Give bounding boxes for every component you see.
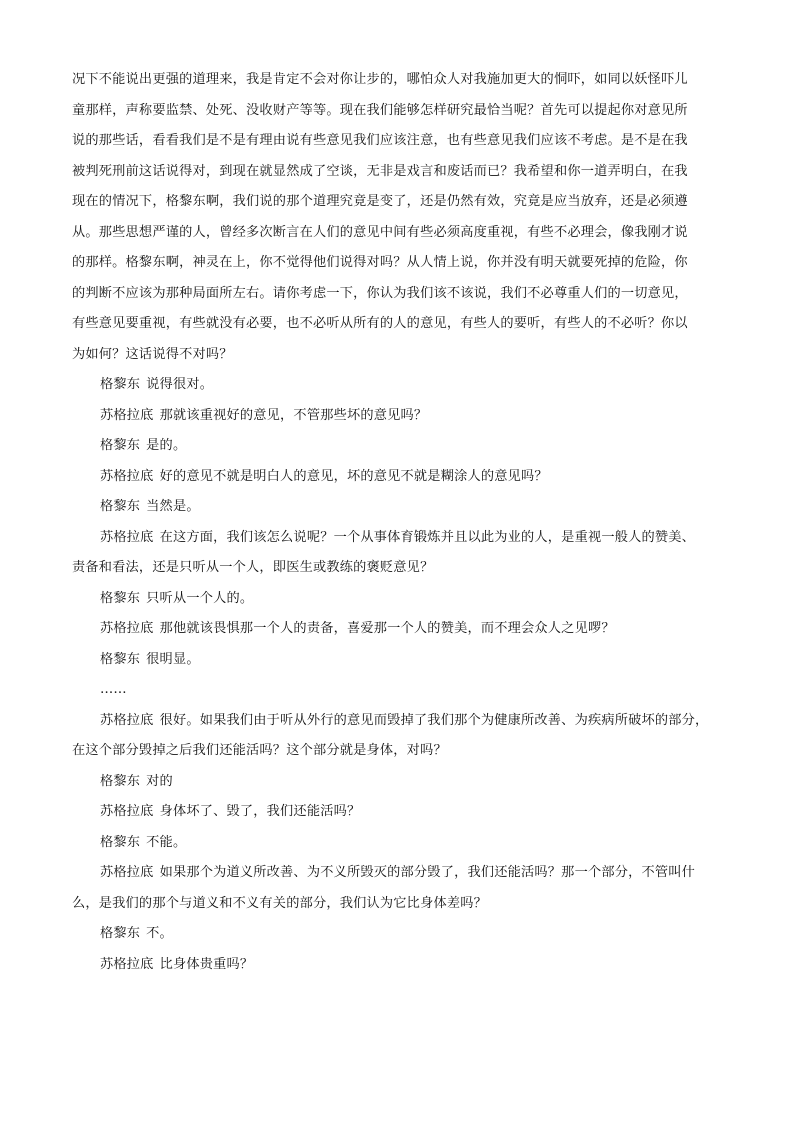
opening-paragraph [72, 65, 728, 370]
dialogue-turn [72, 828, 728, 859]
speaker-name: 苏格拉底 [100, 407, 154, 423]
utterance: 对的 [146, 773, 173, 789]
speaker-name: 格黎东 [100, 438, 141, 453]
speaker-name: 格黎东 [100, 926, 141, 941]
dialogue-turn [72, 492, 728, 523]
speaker-name: 苏格拉底 [100, 712, 154, 728]
speaker-name: 苏格拉底 [100, 956, 154, 972]
text-line: 童那样，声称要监禁、处死、没收财产等等。现在我们能够怎样研究最恰当呢？首先可以提起你对意见所 [72, 102, 688, 118]
text-line: 的判断不应该为那种局面所左右。请你考虑一下，你认为我们该不该说，我们不必尊重人们的一切意见， [72, 285, 688, 301]
dialogue-turn [72, 797, 728, 828]
utterance: 不能。 [146, 834, 187, 850]
text-line: 被判死刑前这话说得对，到现在就显然成了空谈，无非是戏言和废话而已？我希望和你一道弄明白，在我 [72, 163, 688, 179]
utterance: 在这方面，我们该怎么说呢？一个从事体育锻炼并且以此为业的人，是重视一般人的赞美、 [159, 529, 696, 545]
utterance: 是的。 [146, 438, 187, 453]
speaker-name: 苏格拉底 [100, 529, 154, 545]
speaker-name: 格黎东 [100, 651, 141, 667]
dialogue-turn [72, 431, 728, 462]
utterance: 只听从一个人的。 [146, 590, 254, 606]
utterance-continuation: 责备和看法，还是只听从一个人，即医生或教练的褒贬意见？ [72, 560, 434, 575]
dialogue-turn [72, 614, 728, 645]
utterance: 那就该重视好的意见，不管那些坏的意见吗？ [159, 407, 428, 423]
dialogue-turn [72, 919, 728, 950]
speaker-name: 格黎东 [100, 590, 141, 606]
text-line: 况下不能说出更强的道理来，我是肯定不会对你让步的，哪怕众人对我施加更大的恫吓，如同以妖怪吓儿 [72, 72, 688, 87]
dialogue-section [72, 370, 728, 980]
utterance: 很好。如果我们由于听从外行的意见而毁掉了我们那个为健康所改善、为疾病所破坏的部分， [159, 712, 709, 728]
text-line: 为如何？这话说得不对吗？ [72, 346, 233, 362]
utterance: 比身体贵重吗？ [159, 956, 254, 972]
dialogue-turn [72, 645, 728, 676]
utterance-continuation: 在这个部分毁掉之后我们还能活吗？这个部分就是身体，对吗？ [72, 743, 447, 758]
text-line: 的那样。格黎东啊，神灵在上，你不觉得他们说得对吗？从人情上说，你并没有明天就要死掉的危险，你 [72, 255, 688, 270]
dialogue-turn [72, 462, 728, 493]
utterance: 不。 [146, 926, 173, 941]
utterance: 身体坏了、毁了，我们还能活吗？ [159, 804, 361, 819]
dialogue-turn [72, 706, 728, 737]
utterance: 那他就该畏惧那一个人的责备，喜爱那一个人的赞美，而不理会众人之见啰？ [159, 621, 615, 636]
utterance-continuation: 么，是我们的那个与道义和不义有关的部分，我们认为它比身体差吗？ [72, 895, 488, 911]
speaker-name: 格黎东 [100, 377, 141, 392]
text-line: 从。那些思想严谨的人，曾经多次断言在人们的意见中间有些必须高度重视，有些不必理会，像我刚才说 [72, 224, 688, 240]
speaker-name: 苏格拉底 [100, 468, 154, 484]
dialogue-turn [72, 584, 728, 615]
text-line: 现在的情况下，格黎东啊，我们说的那个道理究竟是变了，还是仍然有效，究竟是应当放弃，还是必须遵 [72, 194, 688, 209]
utterance: 当然是。 [146, 499, 200, 514]
text-line: 有些意见要重视，有些就没有必要，也不必听从所有的人的意见，有些人的要听，有些人的不必听？你以 [72, 316, 688, 331]
utterance: 很明显。 [146, 651, 200, 667]
utterance: 说得很对。 [146, 377, 214, 392]
speaker-name: 苏格拉底 [100, 621, 154, 636]
dialogue-turn [72, 767, 728, 798]
speaker-name: 格黎东 [100, 499, 141, 514]
text-line: 说的那些话，看看我们是不是有理由说有些意见我们应该注意，也有些意见我们应该不考虑。是不是在我 [72, 133, 688, 148]
ellipsis-line [72, 675, 728, 706]
ellipsis: …… [100, 682, 127, 697]
dialogue-turn [72, 401, 728, 432]
dialogue-turn [72, 370, 728, 401]
speaker-name: 格黎东 [100, 834, 141, 850]
dialogue-turn [72, 950, 728, 981]
utterance: 好的意见不就是明白人的意见，坏的意见不就是糊涂人的意见吗？ [159, 468, 548, 484]
speaker-name: 格黎东 [100, 773, 141, 789]
dialogue-turn [72, 858, 728, 889]
speaker-name: 苏格拉底 [100, 865, 154, 880]
utterance: 如果那个为道义所改善、为不义所毁灭的部分毁了，我们还能活吗？那一个部分，不管叫什 [159, 865, 696, 880]
speaker-name: 苏格拉底 [100, 804, 154, 819]
document-page [72, 65, 728, 980]
dialogue-turn [72, 523, 728, 554]
